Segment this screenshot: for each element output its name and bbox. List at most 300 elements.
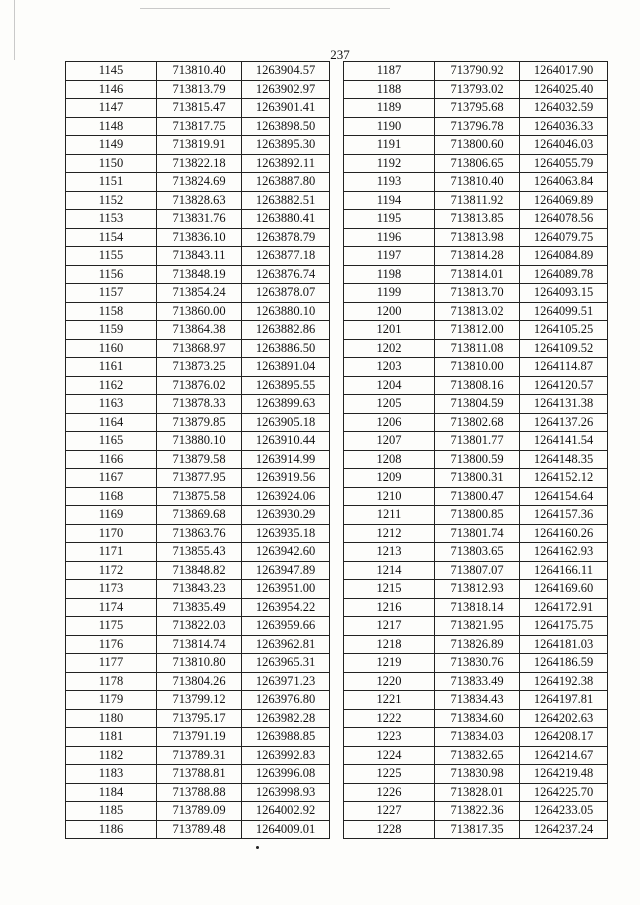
- table-row: [344, 395, 608, 414]
- x-coordinate-cell: 713813.79: [157, 80, 242, 99]
- dot-mark: [256, 846, 259, 849]
- y-coordinate-cell: 1264131.38: [520, 395, 608, 414]
- x-coordinate-cell: 713795.68: [435, 99, 520, 118]
- x-coordinate-cell: 713864.38: [157, 321, 242, 340]
- x-coordinate-cell: 713834.43: [435, 691, 520, 710]
- x-coordinate-cell: 713863.76: [157, 524, 242, 543]
- point-number-cell: 1192: [344, 154, 435, 173]
- point-number-cell: 1154: [66, 228, 157, 247]
- table-row: [344, 99, 608, 118]
- table-row: [344, 358, 608, 377]
- point-number-cell: 1152: [66, 191, 157, 210]
- point-number-cell: 1157: [66, 284, 157, 303]
- x-coordinate-cell: 713814.74: [157, 635, 242, 654]
- table-row: [66, 432, 330, 451]
- point-number-cell: 1203: [344, 358, 435, 377]
- point-number-cell: 1182: [66, 746, 157, 765]
- x-coordinate-cell: 713831.76: [157, 210, 242, 229]
- point-number-cell: 1213: [344, 543, 435, 562]
- y-coordinate-cell: 1264141.54: [520, 432, 608, 451]
- y-coordinate-cell: 1263891.04: [242, 358, 330, 377]
- table-row: [66, 691, 330, 710]
- x-coordinate-cell: 713822.36: [435, 802, 520, 821]
- table-row: [344, 524, 608, 543]
- y-coordinate-cell: 1263880.10: [242, 302, 330, 321]
- x-coordinate-cell: 713875.58: [157, 487, 242, 506]
- y-coordinate-cell: 1263899.63: [242, 395, 330, 414]
- point-number-cell: 1173: [66, 580, 157, 599]
- table-row: [66, 358, 330, 377]
- x-coordinate-cell: 713799.12: [157, 691, 242, 710]
- point-number-cell: 1223: [344, 728, 435, 747]
- point-number-cell: 1189: [344, 99, 435, 118]
- x-coordinate-cell: 713795.17: [157, 709, 242, 728]
- table-row: [66, 136, 330, 155]
- point-number-cell: 1227: [344, 802, 435, 821]
- y-coordinate-cell: 1263982.28: [242, 709, 330, 728]
- x-coordinate-cell: 713822.18: [157, 154, 242, 173]
- y-coordinate-cell: 1264202.63: [520, 709, 608, 728]
- point-number-cell: 1179: [66, 691, 157, 710]
- table-row: [66, 543, 330, 562]
- table-row: [66, 820, 330, 839]
- x-coordinate-cell: 713873.25: [157, 358, 242, 377]
- y-coordinate-cell: 1264120.57: [520, 376, 608, 395]
- y-coordinate-cell: 1263877.18: [242, 247, 330, 266]
- x-coordinate-cell: 713833.49: [435, 672, 520, 691]
- point-number-cell: 1170: [66, 524, 157, 543]
- table-row: [66, 598, 330, 617]
- x-coordinate-cell: 713804.26: [157, 672, 242, 691]
- x-coordinate-cell: 713806.65: [435, 154, 520, 173]
- table-row: [344, 450, 608, 469]
- y-coordinate-cell: 1264046.03: [520, 136, 608, 155]
- y-coordinate-cell: 1263998.93: [242, 783, 330, 802]
- x-coordinate-cell: 713810.40: [157, 62, 242, 81]
- x-coordinate-cell: 713804.59: [435, 395, 520, 414]
- y-coordinate-cell: 1263988.85: [242, 728, 330, 747]
- table-row: [66, 191, 330, 210]
- x-coordinate-cell: 713812.93: [435, 580, 520, 599]
- x-coordinate-cell: 713813.85: [435, 210, 520, 229]
- y-coordinate-cell: 1263992.83: [242, 746, 330, 765]
- y-coordinate-cell: 1264055.79: [520, 154, 608, 173]
- table-row: [344, 598, 608, 617]
- table-row: [344, 820, 608, 839]
- table-row: [66, 635, 330, 654]
- table-row: [66, 302, 330, 321]
- table-row: [66, 561, 330, 580]
- x-coordinate-cell: 713811.08: [435, 339, 520, 358]
- table-row: [66, 765, 330, 784]
- table-row: [66, 265, 330, 284]
- table-row: [66, 487, 330, 506]
- y-coordinate-cell: 1264009.01: [242, 820, 330, 839]
- table-row: [344, 672, 608, 691]
- table-row: [66, 672, 330, 691]
- x-coordinate-cell: 713788.81: [157, 765, 242, 784]
- point-number-cell: 1216: [344, 598, 435, 617]
- y-coordinate-cell: 1264208.17: [520, 728, 608, 747]
- point-number-cell: 1151: [66, 173, 157, 192]
- point-number-cell: 1221: [344, 691, 435, 710]
- scan-border-top: [140, 8, 390, 9]
- y-coordinate-cell: 1264137.26: [520, 413, 608, 432]
- table-row: [66, 154, 330, 173]
- point-number-cell: 1207: [344, 432, 435, 451]
- point-number-cell: 1171: [66, 543, 157, 562]
- point-number-cell: 1195: [344, 210, 435, 229]
- table-row: [66, 580, 330, 599]
- table-row: [66, 728, 330, 747]
- coordinates-table-right: [343, 61, 608, 839]
- y-coordinate-cell: 1263962.81: [242, 635, 330, 654]
- y-coordinate-cell: 1264017.90: [520, 62, 608, 81]
- x-coordinate-cell: 713836.10: [157, 228, 242, 247]
- y-coordinate-cell: 1264089.78: [520, 265, 608, 284]
- table-row: [66, 802, 330, 821]
- y-coordinate-cell: 1263947.89: [242, 561, 330, 580]
- x-coordinate-cell: 713801.77: [435, 432, 520, 451]
- x-coordinate-cell: 713789.48: [157, 820, 242, 839]
- point-number-cell: 1191: [344, 136, 435, 155]
- point-number-cell: 1226: [344, 783, 435, 802]
- x-coordinate-cell: 713803.65: [435, 543, 520, 562]
- point-number-cell: 1208: [344, 450, 435, 469]
- x-coordinate-cell: 713860.00: [157, 302, 242, 321]
- y-coordinate-cell: 1264105.25: [520, 321, 608, 340]
- table-row: [66, 395, 330, 414]
- y-coordinate-cell: 1263959.66: [242, 617, 330, 636]
- y-coordinate-cell: 1263904.57: [242, 62, 330, 81]
- y-coordinate-cell: 1264186.59: [520, 654, 608, 673]
- point-number-cell: 1201: [344, 321, 435, 340]
- y-coordinate-cell: 1264192.38: [520, 672, 608, 691]
- table-row: [66, 80, 330, 99]
- x-coordinate-cell: 713848.82: [157, 561, 242, 580]
- point-number-cell: 1149: [66, 136, 157, 155]
- y-coordinate-cell: 1263901.41: [242, 99, 330, 118]
- table-row: [66, 321, 330, 340]
- point-number-cell: 1148: [66, 117, 157, 136]
- table-row: [66, 524, 330, 543]
- y-coordinate-cell: 1263880.41: [242, 210, 330, 229]
- table-row: [344, 487, 608, 506]
- point-number-cell: 1205: [344, 395, 435, 414]
- point-number-cell: 1164: [66, 413, 157, 432]
- point-number-cell: 1198: [344, 265, 435, 284]
- y-coordinate-cell: 1263971.23: [242, 672, 330, 691]
- x-coordinate-cell: 713800.47: [435, 487, 520, 506]
- table-row: [344, 80, 608, 99]
- point-number-cell: 1160: [66, 339, 157, 358]
- point-number-cell: 1225: [344, 765, 435, 784]
- x-coordinate-cell: 713808.16: [435, 376, 520, 395]
- point-number-cell: 1168: [66, 487, 157, 506]
- table-row: [66, 173, 330, 192]
- y-coordinate-cell: 1263898.50: [242, 117, 330, 136]
- x-coordinate-cell: 713813.98: [435, 228, 520, 247]
- table-row: [344, 413, 608, 432]
- x-coordinate-cell: 713807.07: [435, 561, 520, 580]
- point-number-cell: 1159: [66, 321, 157, 340]
- table-row: [344, 691, 608, 710]
- point-number-cell: 1166: [66, 450, 157, 469]
- point-number-cell: 1172: [66, 561, 157, 580]
- table-row: [344, 117, 608, 136]
- y-coordinate-cell: 1264032.59: [520, 99, 608, 118]
- x-coordinate-cell: 713801.74: [435, 524, 520, 543]
- y-coordinate-cell: 1263976.80: [242, 691, 330, 710]
- table-row: [344, 709, 608, 728]
- y-coordinate-cell: 1264181.03: [520, 635, 608, 654]
- table-row: [344, 728, 608, 747]
- y-coordinate-cell: 1263942.60: [242, 543, 330, 562]
- x-coordinate-cell: 713848.19: [157, 265, 242, 284]
- y-coordinate-cell: 1264197.81: [520, 691, 608, 710]
- table-row: [344, 339, 608, 358]
- x-coordinate-cell: 713879.85: [157, 413, 242, 432]
- point-number-cell: 1185: [66, 802, 157, 821]
- x-coordinate-cell: 713854.24: [157, 284, 242, 303]
- y-coordinate-cell: 1264148.35: [520, 450, 608, 469]
- point-number-cell: 1200: [344, 302, 435, 321]
- page-number: 237: [330, 47, 350, 62]
- x-coordinate-cell: 713879.58: [157, 450, 242, 469]
- point-number-cell: 1178: [66, 672, 157, 691]
- table-row: [344, 210, 608, 229]
- y-coordinate-cell: 1264166.11: [520, 561, 608, 580]
- point-number-cell: 1184: [66, 783, 157, 802]
- table-row: [66, 783, 330, 802]
- y-coordinate-cell: 1263905.18: [242, 413, 330, 432]
- table-row: [344, 654, 608, 673]
- x-coordinate-cell: 713813.70: [435, 284, 520, 303]
- point-number-cell: 1194: [344, 191, 435, 210]
- point-number-cell: 1145: [66, 62, 157, 81]
- table-row: [66, 284, 330, 303]
- y-coordinate-cell: 1264233.05: [520, 802, 608, 821]
- point-number-cell: 1176: [66, 635, 157, 654]
- point-number-cell: 1188: [344, 80, 435, 99]
- y-coordinate-cell: 1264069.89: [520, 191, 608, 210]
- x-coordinate-cell: 713813.02: [435, 302, 520, 321]
- table-row: [344, 284, 608, 303]
- x-coordinate-cell: 713843.23: [157, 580, 242, 599]
- x-coordinate-cell: 713789.31: [157, 746, 242, 765]
- table-row: [66, 506, 330, 525]
- point-number-cell: 1165: [66, 432, 157, 451]
- point-number-cell: 1209: [344, 469, 435, 488]
- x-coordinate-cell: 713810.80: [157, 654, 242, 673]
- point-number-cell: 1163: [66, 395, 157, 414]
- point-number-cell: 1206: [344, 413, 435, 432]
- x-coordinate-cell: 713830.98: [435, 765, 520, 784]
- point-number-cell: 1155: [66, 247, 157, 266]
- y-coordinate-cell: 1264114.87: [520, 358, 608, 377]
- table-row: [344, 746, 608, 765]
- x-coordinate-cell: 713811.92: [435, 191, 520, 210]
- table-row: [344, 580, 608, 599]
- y-coordinate-cell: 1264175.75: [520, 617, 608, 636]
- x-coordinate-cell: 713814.01: [435, 265, 520, 284]
- point-number-cell: 1169: [66, 506, 157, 525]
- y-coordinate-cell: 1263951.00: [242, 580, 330, 599]
- y-coordinate-cell: 1263924.06: [242, 487, 330, 506]
- point-number-cell: 1181: [66, 728, 157, 747]
- point-number-cell: 1220: [344, 672, 435, 691]
- x-coordinate-cell: 713834.03: [435, 728, 520, 747]
- table-row: [344, 321, 608, 340]
- table-row: [344, 561, 608, 580]
- point-number-cell: 1215: [344, 580, 435, 599]
- table-row: [66, 62, 330, 81]
- y-coordinate-cell: 1264079.75: [520, 228, 608, 247]
- table-row: [344, 247, 608, 266]
- x-coordinate-cell: 713828.63: [157, 191, 242, 210]
- point-number-cell: 1190: [344, 117, 435, 136]
- x-coordinate-cell: 713810.40: [435, 173, 520, 192]
- x-coordinate-cell: 713821.95: [435, 617, 520, 636]
- table-row: [66, 99, 330, 118]
- x-coordinate-cell: 713834.60: [435, 709, 520, 728]
- point-number-cell: 1167: [66, 469, 157, 488]
- y-coordinate-cell: 1263910.44: [242, 432, 330, 451]
- y-coordinate-cell: 1264084.89: [520, 247, 608, 266]
- x-coordinate-cell: 713789.09: [157, 802, 242, 821]
- table-row: [66, 413, 330, 432]
- y-coordinate-cell: 1264109.52: [520, 339, 608, 358]
- point-number-cell: 1158: [66, 302, 157, 321]
- table-row: [344, 191, 608, 210]
- y-coordinate-cell: 1264152.12: [520, 469, 608, 488]
- x-coordinate-cell: 713818.14: [435, 598, 520, 617]
- table-row: [66, 746, 330, 765]
- point-number-cell: 1199: [344, 284, 435, 303]
- y-coordinate-cell: 1264214.67: [520, 746, 608, 765]
- point-number-cell: 1224: [344, 746, 435, 765]
- x-coordinate-cell: 713793.02: [435, 80, 520, 99]
- table-row: [344, 376, 608, 395]
- y-coordinate-cell: 1263895.55: [242, 376, 330, 395]
- table-row: [66, 709, 330, 728]
- x-coordinate-cell: 713843.11: [157, 247, 242, 266]
- x-coordinate-cell: 713819.91: [157, 136, 242, 155]
- x-coordinate-cell: 713824.69: [157, 173, 242, 192]
- point-number-cell: 1210: [344, 487, 435, 506]
- x-coordinate-cell: 713812.00: [435, 321, 520, 340]
- point-number-cell: 1150: [66, 154, 157, 173]
- table-row: [66, 654, 330, 673]
- x-coordinate-cell: 713835.49: [157, 598, 242, 617]
- y-coordinate-cell: 1264099.51: [520, 302, 608, 321]
- y-coordinate-cell: 1264036.33: [520, 117, 608, 136]
- x-coordinate-cell: 713800.59: [435, 450, 520, 469]
- point-number-cell: 1197: [344, 247, 435, 266]
- x-coordinate-cell: 713822.03: [157, 617, 242, 636]
- point-number-cell: 1186: [66, 820, 157, 839]
- table-row: [344, 469, 608, 488]
- table-row: [66, 117, 330, 136]
- y-coordinate-cell: 1263914.99: [242, 450, 330, 469]
- x-coordinate-cell: 713815.47: [157, 99, 242, 118]
- y-coordinate-cell: 1264160.26: [520, 524, 608, 543]
- table-row: [66, 228, 330, 247]
- table-row: [66, 617, 330, 636]
- table-row: [66, 376, 330, 395]
- y-coordinate-cell: 1263930.29: [242, 506, 330, 525]
- y-coordinate-cell: 1263996.08: [242, 765, 330, 784]
- y-coordinate-cell: 1264025.40: [520, 80, 608, 99]
- x-coordinate-cell: 713877.95: [157, 469, 242, 488]
- y-coordinate-cell: 1263882.86: [242, 321, 330, 340]
- table-row: [66, 469, 330, 488]
- y-coordinate-cell: 1263895.30: [242, 136, 330, 155]
- point-number-cell: 1202: [344, 339, 435, 358]
- y-coordinate-cell: 1263892.11: [242, 154, 330, 173]
- point-number-cell: 1183: [66, 765, 157, 784]
- y-coordinate-cell: 1263876.74: [242, 265, 330, 284]
- coordinates-table-left: [65, 61, 330, 839]
- x-coordinate-cell: 713869.68: [157, 506, 242, 525]
- x-coordinate-cell: 713791.19: [157, 728, 242, 747]
- table-row: [344, 154, 608, 173]
- x-coordinate-cell: 713814.28: [435, 247, 520, 266]
- point-number-cell: 1174: [66, 598, 157, 617]
- y-coordinate-cell: 1263882.51: [242, 191, 330, 210]
- y-coordinate-cell: 1263887.80: [242, 173, 330, 192]
- point-number-cell: 1214: [344, 561, 435, 580]
- point-number-cell: 1217: [344, 617, 435, 636]
- table-row: [344, 543, 608, 562]
- table-row: [344, 765, 608, 784]
- y-coordinate-cell: 1263878.07: [242, 284, 330, 303]
- point-number-cell: 1204: [344, 376, 435, 395]
- table-row: [66, 450, 330, 469]
- x-coordinate-cell: 713855.43: [157, 543, 242, 562]
- x-coordinate-cell: 713800.31: [435, 469, 520, 488]
- x-coordinate-cell: 713796.78: [435, 117, 520, 136]
- point-number-cell: 1187: [344, 62, 435, 81]
- table-row: [344, 432, 608, 451]
- table-row: [344, 783, 608, 802]
- y-coordinate-cell: 1263886.50: [242, 339, 330, 358]
- y-coordinate-cell: 1263919.56: [242, 469, 330, 488]
- point-number-cell: 1153: [66, 210, 157, 229]
- y-coordinate-cell: 1263935.18: [242, 524, 330, 543]
- y-coordinate-cell: 1264225.70: [520, 783, 608, 802]
- point-number-cell: 1156: [66, 265, 157, 284]
- point-number-cell: 1147: [66, 99, 157, 118]
- x-coordinate-cell: 713868.97: [157, 339, 242, 358]
- y-coordinate-cell: 1264154.64: [520, 487, 608, 506]
- x-coordinate-cell: 713788.88: [157, 783, 242, 802]
- y-coordinate-cell: 1264078.56: [520, 210, 608, 229]
- table-row: [344, 617, 608, 636]
- point-number-cell: 1218: [344, 635, 435, 654]
- table-row: [66, 210, 330, 229]
- table-row: [344, 136, 608, 155]
- x-coordinate-cell: 713800.85: [435, 506, 520, 525]
- y-coordinate-cell: 1264162.93: [520, 543, 608, 562]
- x-coordinate-cell: 713817.35: [435, 820, 520, 839]
- point-number-cell: 1161: [66, 358, 157, 377]
- y-coordinate-cell: 1264169.60: [520, 580, 608, 599]
- x-coordinate-cell: 713826.89: [435, 635, 520, 654]
- point-number-cell: 1222: [344, 709, 435, 728]
- table-row: [344, 265, 608, 284]
- y-coordinate-cell: 1264172.91: [520, 598, 608, 617]
